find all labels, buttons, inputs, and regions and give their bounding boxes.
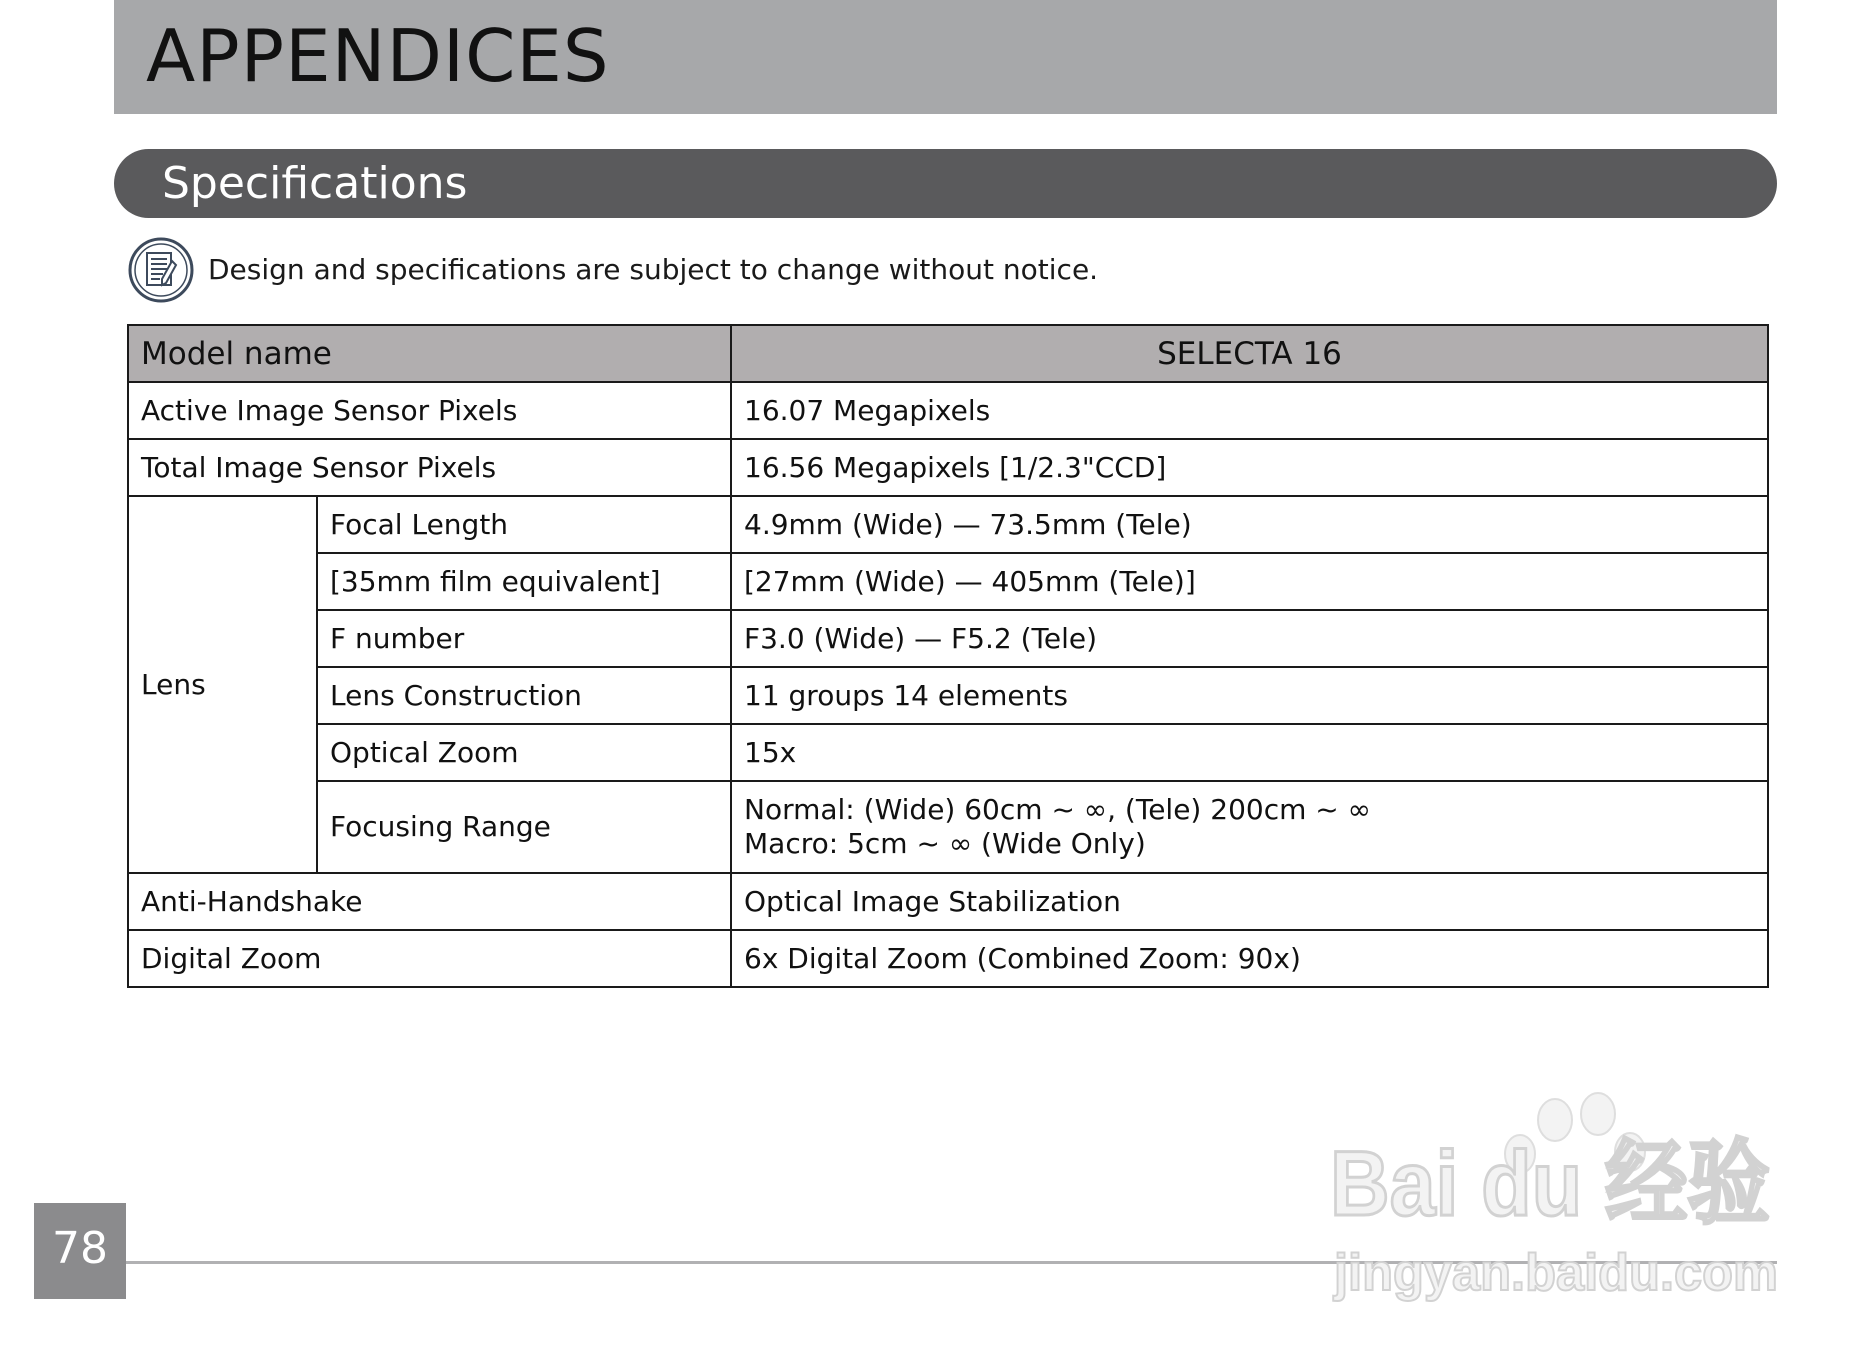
page-number: 78 — [52, 1223, 108, 1274]
table-row — [128, 873, 1768, 930]
table-row — [128, 930, 1768, 987]
spec-value: 4.9mm (Wide) — 73.5mm (Tele) — [731, 496, 1768, 553]
spec-label: Focal Length — [317, 496, 731, 553]
spec-value: 11 groups 14 elements — [731, 667, 1768, 724]
table-row — [128, 382, 1768, 439]
baidu-watermark-logo — [1330, 1090, 1790, 1320]
spec-label: Digital Zoom — [128, 930, 731, 987]
spec-value-line: Normal: (Wide) 60cm ~ ∞, (Tele) 200cm ~ ∞ — [744, 793, 1371, 826]
spec-label: Lens Construction — [317, 667, 731, 724]
model-name-value: SELECTA 16 — [731, 325, 1768, 382]
spec-value: 6x Digital Zoom (Combined Zoom: 90x) — [731, 930, 1768, 987]
spec-value-multiline — [731, 781, 1768, 873]
table-row — [128, 553, 1768, 610]
spec-value: 16.07 Megapixels — [731, 382, 1768, 439]
table-row — [128, 496, 1768, 553]
spec-label: F number — [317, 610, 731, 667]
page-number-box — [34, 1203, 126, 1299]
watermark-url-text: jingyan.baidu.com — [1333, 1244, 1778, 1302]
table-row — [128, 781, 1768, 873]
spec-value: [27mm (Wide) — 405mm (Tele)] — [731, 553, 1768, 610]
spec-value: 15x — [731, 724, 1768, 781]
table-row — [128, 439, 1768, 496]
table-row — [128, 610, 1768, 667]
section-header — [114, 149, 1777, 218]
spec-value: F3.0 (Wide) — F5.2 (Tele) — [731, 610, 1768, 667]
spec-value: 16.56 Megapixels [1/2.3"CCD] — [731, 439, 1768, 496]
specifications-table — [127, 324, 1769, 988]
spec-label: Active Image Sensor Pixels — [128, 382, 731, 439]
lens-group-label: Lens — [128, 496, 317, 873]
model-name-label: Model name — [128, 325, 731, 382]
spec-label: Total Image Sensor Pixels — [128, 439, 731, 496]
table-header-row — [128, 325, 1768, 382]
spec-value-line: Macro: 5cm ~ ∞ (Wide Only) — [744, 827, 1146, 860]
note-icon — [128, 237, 194, 303]
section-title: Specifications — [162, 158, 468, 209]
chapter-header — [114, 0, 1777, 114]
table-row — [128, 667, 1768, 724]
spec-value: Optical Image Stabilization — [731, 873, 1768, 930]
spec-label: Anti-Handshake — [128, 873, 731, 930]
spec-label: Optical Zoom — [317, 724, 731, 781]
spec-label: Focusing Range — [317, 781, 731, 873]
spec-label: [35mm film equivalent] — [317, 553, 731, 610]
watermark-brand-text: Bai du 经验 — [1330, 1133, 1770, 1235]
table-row — [128, 724, 1768, 781]
note-text: Design and specifications are subject to change without notice. — [208, 253, 1099, 286]
chapter-title: APPENDICES — [146, 14, 610, 98]
